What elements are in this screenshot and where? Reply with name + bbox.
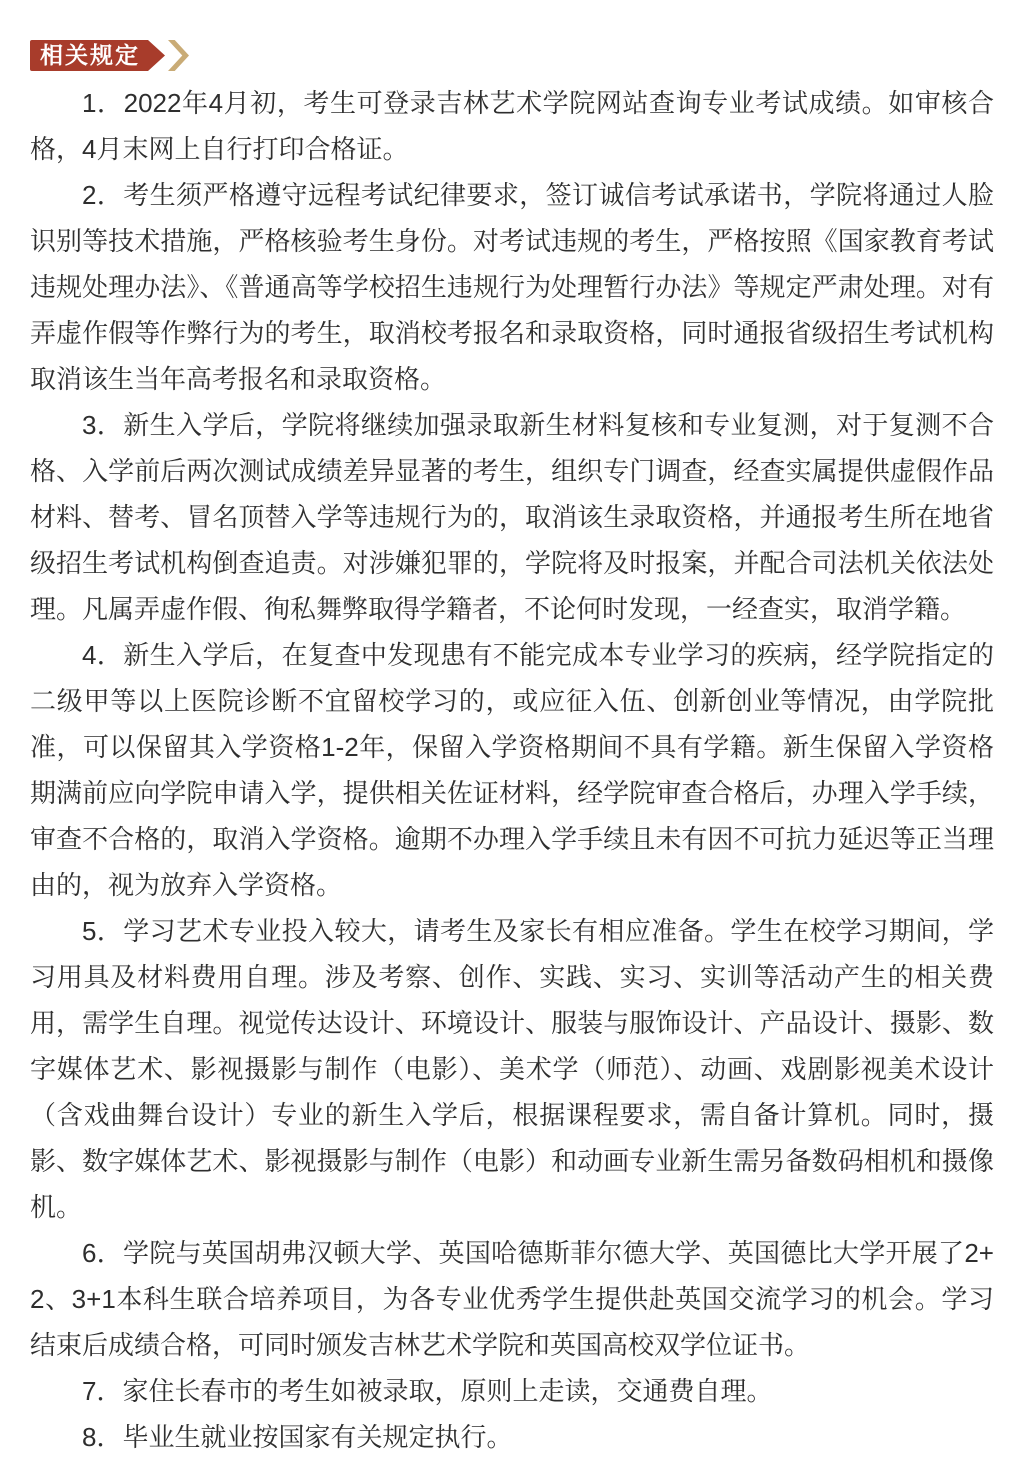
arrow-right-icon [148, 40, 165, 71]
regulation-paragraph-4: 4．新生入学后，在复查中发现患有不能完成本专业学习的疾病，经学院指定的二级甲等以上医院诊断不宜留校学习的，或应征入伍、创新创业等情况，由学院批准，可以保留其入学资格1-2年，保留入学资格期间不具有学籍。新生保留入学资格期满前应向学院申请入学，提供相关佐证材料，经学院审查合格后，办理入学手续，审查不合格的，取消入学资格。逾期不办理入学手续且未有因不可抗力延迟等正当理由的，视为放弃入学资格。 [30, 640, 994, 900]
regulation-paragraph-8: 8．毕业生就业按国家有关规定执行。 [82, 1422, 513, 1452]
regulation-paragraph-1: 1．2022年4月初，考生可登录吉林艺术学院网站查询专业考试成绩。如审核合格，4月末网上自行打印合格证。 [30, 88, 994, 164]
regulation-paragraph-3: 3．新生入学后，学院将继续加强录取新生材料复核和专业复测，对于复测不合格、入学前后两次测试成绩差异显著的考生，组织专门调查，经查实属提供虚假作品材料、替考、冒名顶替入学等违规行为的，取消该生录取资格，并通报考生所在地省级招生考试机构倒查追责。对涉嫌犯罪的，学院将及时报案，并配合司法机关依法处理。凡属弄虚作假、徇私舞弊取得学籍者，不论何时发现，一经查实，取消学籍。 [30, 410, 994, 624]
regulation-paragraph-6: 6．学院与英国胡弗汉顿大学、英国哈德斯菲尔德大学、英国德比大学开展了2+2、3+1本科生联合培养项目，为各专业优秀学生提供赴英国交流学习的机会。学习结束后成绩合格，可同时颁发吉林艺术学院和英国高校双学位证书。 [30, 1238, 994, 1360]
section-header-badge [30, 40, 148, 71]
regulation-paragraph-7: 7．家住长春市的考生如被录取，原则上走读，交通费自理。 [82, 1376, 773, 1406]
regulations-list [30, 80, 994, 1460]
chevron-right-icon [168, 40, 189, 71]
regulation-paragraph-5: 5．学习艺术专业投入较大，请考生及家长有相应准备。学生在校学习期间，学习用具及材料费用自理。涉及考察、创作、实践、实习、实训等活动产生的相关费用，需学生自理。视觉传达设计、环境设计、服装与服饰设计、产品设计、摄影、数字媒体艺术、影视摄影与制作（电影）、美术学（师范）、动画、戏剧影视美术设计（含戏曲舞台设计）专业的新生入学后，根据课程要求，需自备计算机。同时，摄影、数字媒体艺术、影视摄影与制作（电影）和动画专业新生需另备数码相机和摄像机。 [30, 916, 994, 1222]
regulation-paragraph-2: 2．考生须严格遵守远程考试纪律要求，签订诚信考试承诺书，学院将通过人脸识别等技术措施，严格核验考生身份。对考试违规的考生，严格按照《国家教育考试违规处理办法》、《普通高等学校招生违规行为处理暂行办法》等规定严肃处理。对有弄虚作假等作弊行为的考生，取消校考报名和录取资格，同时通报省级招生考试机构取消该生当年高考报名和录取资格。 [30, 180, 994, 394]
section-header [30, 40, 994, 71]
section-header-label: 相关规定 [40, 42, 140, 68]
